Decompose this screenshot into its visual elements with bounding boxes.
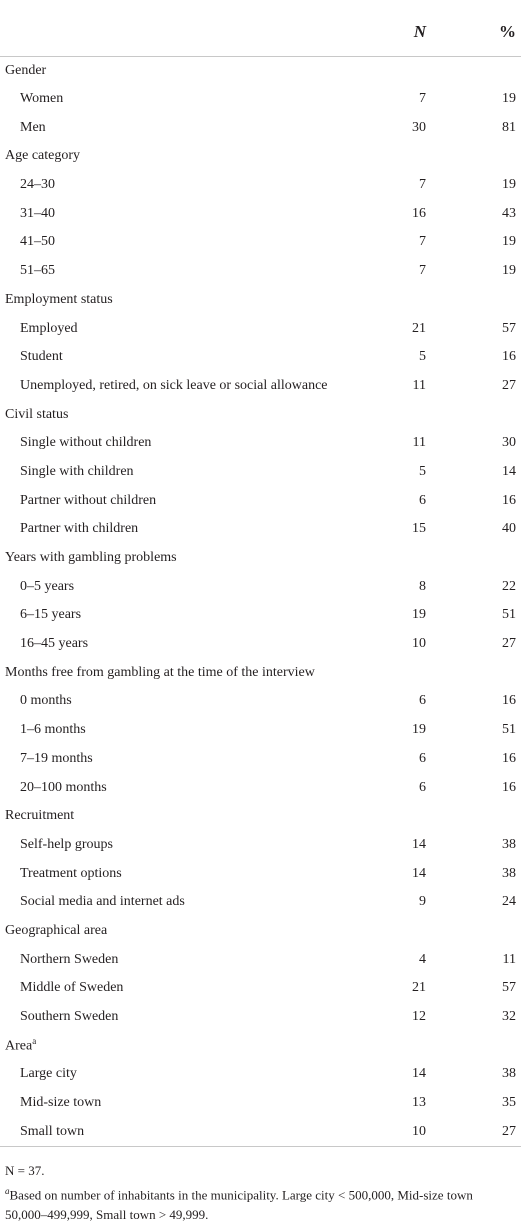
table-row bbox=[0, 429, 521, 458]
section-blank-pct bbox=[476, 544, 521, 573]
section-blank-pct bbox=[476, 1031, 521, 1060]
section-blank-n bbox=[366, 1031, 476, 1060]
row-label: Mid-size town bbox=[20, 1095, 102, 1111]
row-percent-value: 38 bbox=[502, 1066, 516, 1082]
row-percent-value: 38 bbox=[502, 865, 516, 881]
section-blank-pct bbox=[476, 400, 521, 429]
section-header-row bbox=[0, 286, 521, 315]
row-n-value: 19 bbox=[412, 722, 426, 738]
row-percent-value: 27 bbox=[502, 636, 516, 652]
section-title bbox=[0, 56, 366, 85]
section-blank-n bbox=[366, 286, 476, 315]
table-notes bbox=[0, 1147, 521, 1225]
row-n-value: 11 bbox=[412, 435, 426, 451]
row-n-value: 13 bbox=[412, 1095, 426, 1111]
row-percent-value: 40 bbox=[502, 521, 516, 537]
table-row bbox=[0, 687, 521, 716]
section-header-row bbox=[0, 917, 521, 946]
row-n-value: 9 bbox=[419, 894, 426, 910]
section-blank-n bbox=[366, 400, 476, 429]
row-percent-value: 14 bbox=[502, 463, 516, 479]
row-percent-value: 81 bbox=[502, 119, 516, 135]
table-row bbox=[0, 601, 521, 630]
section-blank-n bbox=[366, 56, 476, 85]
table-row bbox=[0, 85, 521, 114]
row-n-value: 14 bbox=[412, 1066, 426, 1082]
row-label: Large city bbox=[20, 1066, 77, 1082]
row-label: 7–19 months bbox=[20, 750, 93, 766]
section-title-text: Recruitment bbox=[5, 808, 75, 824]
row-label: Small town bbox=[20, 1123, 85, 1139]
row-n-value: 21 bbox=[412, 980, 426, 996]
table-row bbox=[0, 113, 521, 142]
section-title-text: Area bbox=[5, 1039, 33, 1055]
section-header-row bbox=[0, 544, 521, 573]
row-percent-value: 51 bbox=[502, 607, 516, 623]
row-percent-value: 51 bbox=[502, 722, 516, 738]
row-percent-value: 16 bbox=[502, 492, 516, 508]
section-blank-n bbox=[366, 658, 476, 687]
row-percent-value: 16 bbox=[502, 779, 516, 795]
row-n-value: 11 bbox=[412, 377, 426, 393]
table-row bbox=[0, 486, 521, 515]
section-blank-pct bbox=[476, 142, 521, 171]
section-title-text: Gender bbox=[5, 62, 47, 78]
row-label: 31–40 bbox=[20, 205, 55, 221]
row-label: 16–45 years bbox=[20, 636, 89, 652]
section-blank-n bbox=[366, 142, 476, 171]
row-label: 6–15 years bbox=[20, 607, 82, 623]
section-title bbox=[0, 400, 366, 429]
row-n-value: 10 bbox=[412, 636, 426, 652]
section-header-row bbox=[0, 400, 521, 429]
footnote-mark: a bbox=[5, 1186, 10, 1197]
row-label: 41–50 bbox=[20, 234, 55, 250]
row-percent-value: 11 bbox=[502, 951, 516, 967]
row-percent-value: 35 bbox=[502, 1095, 516, 1111]
row-label: Social media and internet ads bbox=[20, 894, 185, 910]
section-title-text: Months free from gambling at the time of the interview bbox=[5, 664, 315, 680]
row-n-value: 14 bbox=[412, 865, 426, 881]
row-n-value: 12 bbox=[412, 1009, 426, 1025]
row-label: 0–5 years bbox=[20, 578, 75, 594]
row-percent-value: 16 bbox=[502, 693, 516, 709]
row-percent-value: 43 bbox=[502, 205, 516, 221]
table-row bbox=[0, 831, 521, 860]
section-header-row bbox=[0, 142, 521, 171]
section-title-text: Civil status bbox=[5, 406, 69, 422]
row-label: Single with children bbox=[20, 463, 134, 479]
section-blank-n bbox=[366, 917, 476, 946]
total-note: N = 37. bbox=[5, 1163, 45, 1179]
row-n-value: 5 bbox=[419, 349, 426, 365]
table-row bbox=[0, 1060, 521, 1089]
row-percent-value: 57 bbox=[502, 320, 516, 336]
row-percent-value: 19 bbox=[502, 177, 516, 193]
table-row bbox=[0, 572, 521, 601]
table-row bbox=[0, 716, 521, 745]
section-header-row bbox=[0, 658, 521, 687]
header-percent: % bbox=[499, 22, 516, 41]
row-label: 1–6 months bbox=[20, 722, 86, 738]
row-n-value: 6 bbox=[419, 779, 426, 795]
section-header-row bbox=[0, 1031, 521, 1060]
section-blank-n bbox=[366, 802, 476, 831]
section-blank-pct bbox=[476, 56, 521, 85]
table-row bbox=[0, 630, 521, 659]
row-label: 24–30 bbox=[20, 177, 55, 193]
row-label: Treatment options bbox=[20, 865, 122, 881]
table-row bbox=[0, 458, 521, 487]
section-title bbox=[0, 286, 366, 315]
row-percent-value: 57 bbox=[502, 980, 516, 996]
row-n-value: 16 bbox=[412, 205, 426, 221]
table-row bbox=[0, 372, 521, 401]
row-label: Southern Sweden bbox=[20, 1009, 119, 1025]
row-label: Partner with children bbox=[20, 521, 139, 537]
table-row bbox=[0, 515, 521, 544]
row-label: Partner without children bbox=[20, 492, 157, 508]
section-header-row bbox=[0, 802, 521, 831]
row-n-value: 30 bbox=[412, 119, 426, 135]
table-header-row bbox=[0, 0, 521, 56]
table-row bbox=[0, 945, 521, 974]
row-label: Women bbox=[20, 91, 64, 107]
row-label: Employed bbox=[20, 320, 78, 336]
row-percent-value: 27 bbox=[502, 1123, 516, 1139]
row-percent-value: 24 bbox=[502, 894, 516, 910]
footnote-text: Based on number of inhabitants in the municipality. Large city < 500,000, Mid-size town 50,000–499,999, Small town > 49,999. bbox=[5, 1187, 473, 1223]
section-title-text: Employment status bbox=[5, 291, 113, 307]
table-row bbox=[0, 888, 521, 917]
table-row bbox=[0, 171, 521, 200]
table-row bbox=[0, 745, 521, 774]
row-percent-value: 16 bbox=[502, 349, 516, 365]
row-n-value: 6 bbox=[419, 492, 426, 508]
row-n-value: 10 bbox=[412, 1123, 426, 1139]
row-label: 51–65 bbox=[20, 263, 55, 279]
section-blank-pct bbox=[476, 286, 521, 315]
table-row bbox=[0, 1089, 521, 1118]
row-n-value: 4 bbox=[419, 951, 426, 967]
header-blank-cell bbox=[0, 0, 366, 56]
row-label: Single without children bbox=[20, 435, 152, 451]
row-n-value: 7 bbox=[419, 177, 426, 193]
section-title-text: Years with gambling problems bbox=[5, 550, 177, 566]
section-title bbox=[0, 917, 366, 946]
table-body bbox=[0, 56, 521, 1146]
table-row bbox=[0, 1117, 521, 1146]
section-title bbox=[0, 1031, 366, 1060]
row-n-value: 7 bbox=[419, 91, 426, 107]
row-n-value: 15 bbox=[412, 521, 426, 537]
table-row bbox=[0, 314, 521, 343]
section-title bbox=[0, 658, 366, 687]
row-n-value: 6 bbox=[419, 693, 426, 709]
table-row bbox=[0, 257, 521, 286]
row-n-value: 8 bbox=[419, 578, 426, 594]
row-percent-value: 38 bbox=[502, 836, 516, 852]
row-percent-value: 30 bbox=[502, 435, 516, 451]
row-label: Northern Sweden bbox=[20, 951, 119, 967]
row-n-value: 21 bbox=[412, 320, 426, 336]
section-title bbox=[0, 802, 366, 831]
row-percent-value: 22 bbox=[502, 578, 516, 594]
table-row bbox=[0, 974, 521, 1003]
table-row bbox=[0, 228, 521, 257]
section-title bbox=[0, 142, 366, 171]
section-title-text: Age category bbox=[5, 148, 81, 164]
row-percent-value: 27 bbox=[502, 377, 516, 393]
section-blank-n bbox=[366, 544, 476, 573]
row-label: Self-help groups bbox=[20, 836, 113, 852]
header-n: N bbox=[413, 22, 426, 41]
row-n-value: 19 bbox=[412, 607, 426, 623]
row-label: Middle of Sweden bbox=[20, 980, 124, 996]
row-n-value: 6 bbox=[419, 750, 426, 766]
section-header-row bbox=[0, 56, 521, 85]
section-blank-pct bbox=[476, 802, 521, 831]
row-label: 0 months bbox=[20, 693, 72, 709]
table-row bbox=[0, 1003, 521, 1032]
row-n-value: 14 bbox=[412, 836, 426, 852]
section-title-text: Geographical area bbox=[5, 922, 108, 938]
row-percent-value: 32 bbox=[502, 1009, 516, 1025]
table-row bbox=[0, 199, 521, 228]
row-percent-value: 19 bbox=[502, 263, 516, 279]
footnote bbox=[5, 1181, 516, 1225]
row-label: 20–100 months bbox=[20, 779, 107, 795]
row-n-value: 7 bbox=[419, 234, 426, 250]
row-label: Unemployed, retired, on sick leave or social allowance bbox=[20, 377, 328, 393]
row-label: Men bbox=[20, 119, 46, 135]
table-row bbox=[0, 343, 521, 372]
row-n-value: 5 bbox=[419, 463, 426, 479]
row-percent-value: 19 bbox=[502, 91, 516, 107]
table-row bbox=[0, 773, 521, 802]
section-blank-pct bbox=[476, 658, 521, 687]
row-percent-value: 19 bbox=[502, 234, 516, 250]
row-label: Student bbox=[20, 349, 63, 365]
table-row bbox=[0, 859, 521, 888]
row-percent-value: 16 bbox=[502, 750, 516, 766]
section-blank-pct bbox=[476, 917, 521, 946]
row-n-value: 7 bbox=[419, 263, 426, 279]
section-title bbox=[0, 544, 366, 573]
section-title-footnote-mark: a bbox=[32, 1036, 37, 1047]
